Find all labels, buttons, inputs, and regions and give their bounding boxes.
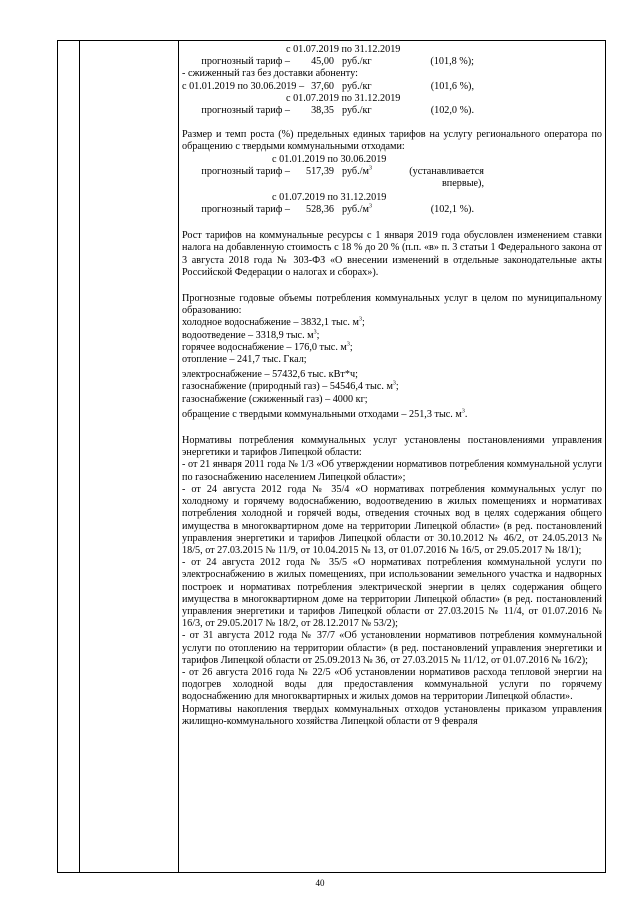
page-number: 40	[315, 878, 325, 888]
tariff-label: прогнозный тариф –	[201, 105, 290, 117]
normative-item: - от 24 августа 2012 года № 35/4 «О нормативах потребления коммунальных услуг по холодному и горячему водоснабжению, водоотведению в жилых помещениях и нормативах потребления холодной и горячей воды, отведения сточных вод в целях содержания общего имущества в многоквартирном доме на территории Липецкой области» (в ред. постановлений управления энергетики и тарифов Липецкой области от 30.10.2012 № 46/2, от 24.05.2013 № 18/5, от 27.03.2015 № 11/9, от 10.04.2015 № 13, от 01.07.2016 № 16/5, от 29.05.2017 № 18/1);	[182, 483, 602, 556]
tariff-unit: руб./кг	[342, 105, 372, 117]
tariff-growth: (102,0 %).	[430, 105, 474, 117]
waste-tariff-intro: Размер и темп роста (%) предельных единых тарифов на услугу регионального оператора по обращению с твердыми коммунальными отходами:	[182, 129, 602, 153]
lpg-header: - сжиженный газ без доставки абоненту:	[182, 68, 358, 80]
content-cell	[182, 44, 602, 728]
normative-item: - от 26 августа 2016 года № 22/5 «Об установлении нормативов расхода тепловой энергии на подогрев холодной воды для предоставления коммунальной услуги по горячему водоснабжению для многоквартирных и жилых домов на территории Липецкой области».	[182, 666, 602, 703]
volume-item: газоснабжение (природный газ) – 54546,4 тыс. $м^3$;	[182, 381, 399, 393]
tariff-unit: руб./кг	[342, 80, 372, 92]
volume-item: газоснабжение (сжиженный газ) – 4000 кг;	[182, 393, 368, 405]
tariff-unit: руб./кг	[342, 56, 372, 68]
tariff-row	[182, 105, 602, 117]
tariff-label: с 01.01.2019 по 30.06.2019 –	[182, 80, 305, 92]
normative-item: - от 24 августа 2012 года № 35/5 «О нормативах потребления коммунальной услуги по электроснабжению в жилых помещениях, при использовании земельного участка и надворных построек и нормативах потребления электрической энергии в целях содержания общего имущества в многоквартирном доме на территории Липецкой области» (в ред. постановлений управления энергетики и тарифов Липецкой области от 27.03.2015 № 11/4, от 01.07.2016 № 16/3, от 29.05.2017 № 18/2, от 28.12.2017 № 53/2);	[182, 557, 602, 630]
tariff-period: с 01.07.2019 по 31.12.2019	[286, 92, 401, 104]
tariff-value: 517,39	[305, 165, 334, 177]
tariff-note: (устанавливается впервые),	[409, 165, 484, 189]
tariff-value: 528,36	[305, 204, 334, 216]
tariff-label: прогнозный тариф –	[201, 204, 290, 216]
tariff-row	[182, 56, 602, 68]
tariff-row	[182, 204, 602, 216]
tariff-value: 37,60	[311, 80, 334, 92]
table-column-divider	[79, 40, 80, 873]
tariff-unit: $руб./м^3$	[342, 203, 372, 216]
tariff-growth: (101,8 %);	[430, 56, 474, 68]
volume-item: отопление – 241,7 тыс. Гкал;	[182, 354, 307, 366]
volumes-list	[182, 317, 602, 421]
waste-accumulation-norm: Нормативы накопления твердых коммунальных отходов установлены приказом управления жилищно-коммунального хозяйства Липецкой области от 9 февраля	[182, 703, 602, 727]
tariff-label: прогнозный тариф –	[201, 56, 290, 68]
growth-paragraph: Рост тарифов на коммунальные ресурсы с 1 января 2019 года обусловлен изменением ставки налога на добавленную стоимость с 18 % до 20 % (п.п. «в» п. 3 статьи 1 Федерального закона от 3 августа 2018 года № 303-ФЗ «О внесении изменений в отдельные законодательные акты Российской Федерации о налогах и сборах»).	[182, 230, 602, 278]
tariff-growth: (102,1 %).	[430, 204, 474, 216]
tariff-period: с 01.07.2019 по 31.12.2019	[272, 191, 387, 203]
volume-item: водоотведение – 3318,9 тыс. $м^3$;	[182, 329, 320, 341]
normatives-intro: Нормативы потребления коммунальных услуг установлены постановлениями управления энергетики и тарифов Липецкой области:	[182, 435, 602, 459]
tariff-label: прогнозный тариф –	[201, 165, 290, 177]
tariff-period: с 01.01.2019 по 30.06.2019	[272, 153, 387, 165]
tariff-unit: $руб./м^3$	[342, 165, 372, 177]
volume-item: электроснабжение – 57432,6 тыс. кВт*ч;	[182, 369, 358, 381]
table-column-divider	[178, 40, 179, 873]
volume-item: холодное водоснабжение – 3832,1 тыс. $м^3$;	[182, 317, 365, 329]
tariff-growth: (101,6 %),	[430, 80, 474, 92]
tariff-row	[182, 81, 602, 93]
tariff-row	[182, 166, 602, 190]
tariff-value: 45,00	[311, 56, 334, 68]
volume-item: обращение с твердыми коммунальными отходами – 251,3 тыс. $м^3$.	[182, 408, 468, 420]
normative-item: - от 31 августа 2012 года № 37/7 «Об установлении нормативов потребления коммунальной услуги по отоплению на территории области» (в ред. постановлений управления энергетики и тарифов Липецкой области от 25.09.2013 № 36, от 27.03.2015 № 11/12, от 01.07.2016 № 16/2);	[182, 630, 602, 666]
volume-item: горячее водоснабжение – 176,0 тыс. $м^3$;	[182, 341, 353, 353]
tariff-value: 38,35	[311, 105, 334, 117]
normative-item: - от 21 января 2011 года № 1/3 «Об утверждении нормативов потребления коммунальной услуги по газоснабжению населением Липецкой области»;	[182, 459, 602, 483]
tariff-period: с 01.07.2019 по 31.12.2019	[286, 44, 401, 55]
volumes-intro: Прогнозные годовые объемы потребления коммунальных услуг в целом по муниципальному образованию:	[182, 293, 602, 317]
